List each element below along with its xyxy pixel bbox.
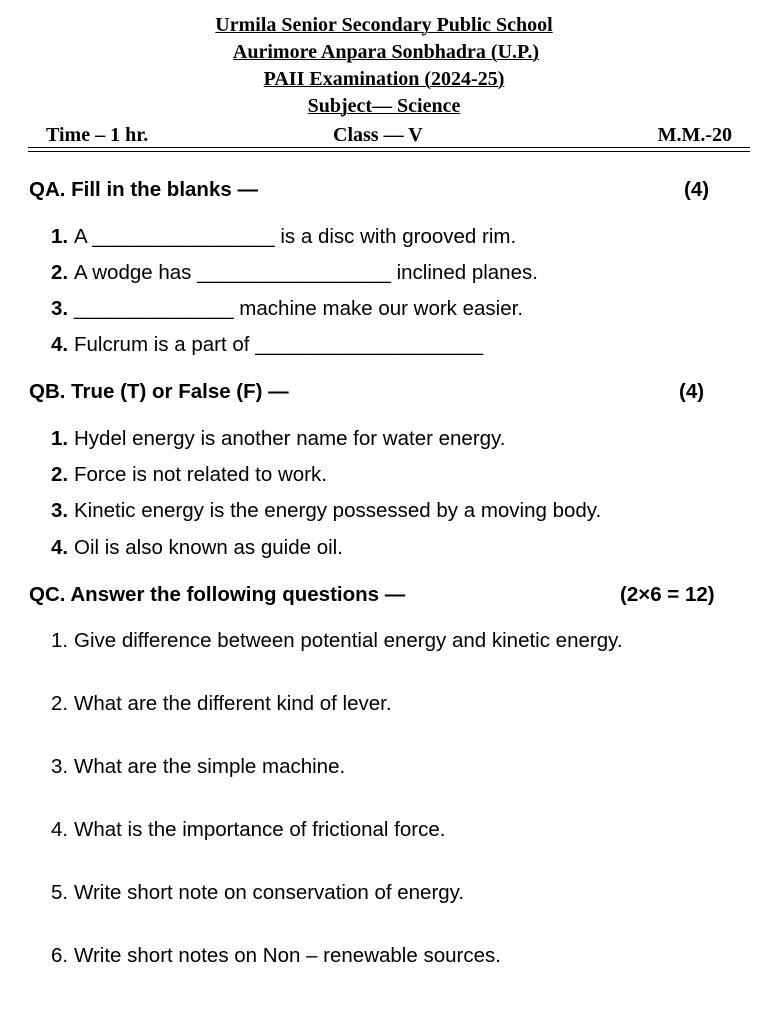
question-item	[51, 880, 464, 906]
section-c-marks: (2×6 = 12)	[620, 583, 715, 606]
question-text: Give difference between potential energy and kinetic energy.	[74, 629, 623, 652]
section-b-title: QB. True (T) or False (F) —	[29, 380, 289, 403]
school-address: Aurimore Anpara Sonbhadra (U.P.)	[232, 41, 540, 63]
question-item	[51, 462, 327, 488]
question-text: Write short note on conservation of energy.	[74, 881, 465, 904]
question-text: What is the importance of frictional force.	[74, 818, 446, 841]
question-number: 1.	[51, 225, 69, 248]
header-divider	[28, 147, 750, 148]
question-text: A wodge has _________________ inclined planes.	[74, 261, 538, 284]
question-item	[51, 260, 538, 286]
question-number: 3.	[51, 297, 69, 320]
section-b-marks: (4)	[679, 380, 705, 403]
max-marks: M.M.-20	[657, 124, 732, 146]
question-text: Fulcrum is a part of ____________________	[74, 333, 484, 356]
question-item	[51, 535, 343, 561]
question-item	[51, 224, 516, 250]
question-text: What are the simple machine.	[74, 755, 346, 778]
exam-title: PAII Examination (2024-25)	[263, 68, 505, 90]
question-number: 2.	[51, 261, 69, 284]
question-number: 4.	[51, 818, 69, 841]
question-item	[51, 754, 345, 780]
exam-info-line	[28, 122, 750, 150]
question-item	[51, 943, 501, 969]
question-text: A ________________ is a disc with grooved rim.	[74, 225, 517, 248]
question-number: 4.	[51, 333, 69, 356]
question-item	[51, 628, 623, 654]
question-text: Oil is also known as guide oil.	[74, 536, 343, 559]
question-number: 1.	[51, 427, 69, 450]
question-number: 2.	[51, 463, 69, 486]
question-item	[51, 817, 445, 843]
question-text: Force is not related to work.	[74, 463, 327, 486]
question-text: Kinetic energy is the energy possessed by a moving body.	[74, 499, 602, 522]
exam-time: Time – 1 hr.	[46, 124, 149, 146]
header-divider-second	[28, 151, 750, 152]
section-a-marks: (4)	[684, 178, 710, 201]
exam-header	[0, 12, 768, 120]
question-text: ______________ machine make our work easier.	[74, 297, 524, 320]
subject-title: Subject— Science	[307, 95, 461, 117]
question-number: 1.	[51, 629, 69, 652]
question-number: 4.	[51, 536, 69, 559]
question-item	[51, 296, 523, 322]
section-a-title: QA. Fill in the blanks —	[29, 178, 258, 201]
section-c-title: QC. Answer the following questions —	[29, 583, 406, 606]
question-item	[51, 332, 483, 358]
question-item	[51, 498, 601, 524]
question-item	[51, 426, 505, 452]
question-number: 6.	[51, 944, 69, 967]
question-number: 3.	[51, 755, 69, 778]
question-number: 5.	[51, 881, 69, 904]
question-text: Hydel energy is another name for water energy.	[74, 427, 506, 450]
exam-class: Class — V	[333, 124, 423, 146]
question-number: 2.	[51, 692, 69, 715]
question-text: What are the different kind of lever.	[74, 692, 392, 715]
question-item	[51, 691, 392, 717]
school-name: Urmila Senior Secondary Public School	[215, 14, 553, 36]
question-text: Write short notes on Non – renewable sources.	[74, 944, 501, 967]
question-number: 3.	[51, 499, 69, 522]
